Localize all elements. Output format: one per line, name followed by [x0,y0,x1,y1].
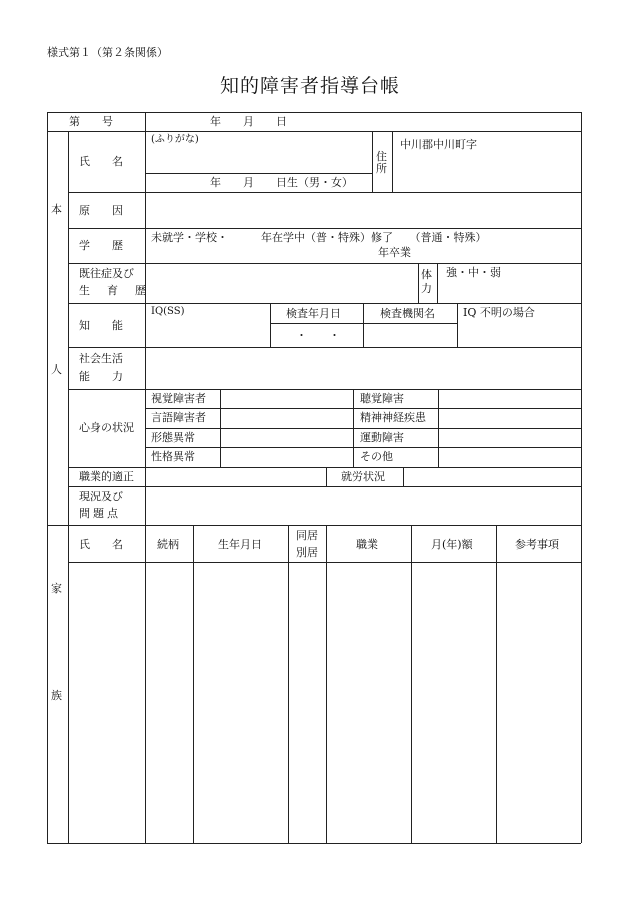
col-divider [392,131,393,192]
side-column-divider [68,131,69,843]
col-divider [437,263,438,303]
col-divider [220,389,221,467]
family-col-divider [288,525,289,843]
col-divider [270,303,271,347]
cause-label: 原 因 [79,204,123,217]
education-line-1: 未就学・学校・ 年在学中（普・特殊）修了 （普通・特殊） [151,231,487,244]
education-label: 学 歴 [79,239,123,252]
table-border-left [47,112,48,843]
current-status-label-bottom: 問題点 [79,507,121,520]
section-label-honnin-top: 本 [51,203,62,216]
family-col-birth: 生年月日 [218,538,262,551]
form-number: 様式第１（第２条関係） [47,46,168,59]
aptitude-label: 職業的適正 [79,470,134,483]
section-label-family-bottom: 族 [51,689,62,702]
family-col-relation: 続柄 [157,538,179,551]
family-col-divider [496,525,497,843]
intelligence-label: 知 能 [79,319,123,332]
social-ability-label-top: 社会生活 [79,352,123,365]
condition-label: 心身の状況 [79,421,134,434]
history-label-bottom: 生 育 歴 [79,284,149,297]
family-col-divider [411,525,412,843]
condition-other: その他 [360,450,393,463]
col-divider [372,131,373,192]
name-birth-divider [145,173,372,174]
condition-divider [145,428,581,429]
furigana-label: (ふりがな) [151,134,199,145]
family-col-name: 氏 名 [79,538,123,551]
physical-label-bottom: 力 [421,282,432,295]
col-divider [326,467,327,486]
condition-motor: 運動障害 [360,431,404,444]
family-col-cohabit-bottom: 別居 [296,546,318,559]
physical-value: 強・中・弱 [446,266,501,279]
name-label: 氏 名 [79,155,123,168]
history-label-top: 既往症及び [79,267,134,280]
exam-org-label: 検査機関名 [380,307,435,320]
col-divider [418,263,419,303]
physical-label-top: 体 [421,268,432,281]
condition-personality: 性格異常 [151,450,195,463]
condition-visual: 視覚障害者 [151,392,206,405]
family-col-cohabit-top: 同居 [296,529,318,542]
registration-date: 年 月 日 [210,115,287,128]
page-title: 知的障害者指導台帳 [220,75,401,97]
condition-speech: 言語障害者 [151,411,206,424]
address-label-top: 住 [376,150,387,163]
exam-date-label: 検査年月日 [286,307,341,320]
section-divider [47,525,581,526]
family-col-divider [145,525,146,843]
family-col-income: 月(年)額 [431,538,473,551]
family-col-job: 職業 [356,538,378,551]
row-divider [47,131,581,132]
family-col-notes: 参考事項 [515,538,559,551]
number-label: 第 号 [69,115,113,128]
table-border-bottom [47,843,581,844]
current-status-label-top: 現況及び [79,490,123,503]
condition-divider [145,408,581,409]
family-col-divider [326,525,327,843]
education-line-2: 年卒業 [378,246,411,259]
col-divider [145,112,146,131]
condition-neuro: 精神神経疾患 [360,411,426,424]
col-divider [457,303,458,347]
col-divider [403,467,404,486]
iq-label: IQ(SS) [151,306,185,317]
table-border-top [47,112,581,113]
social-ability-label-bottom: 能 力 [79,370,123,383]
address-value: 中川郡中川町字 [400,138,477,151]
col-divider [353,389,354,467]
address-label-bottom: 所 [376,162,387,175]
table-border-right [581,112,582,843]
exam-date-value: ・ ・ [296,329,340,342]
iq-unknown-label: IQ 不明の場合 [463,306,535,319]
col-divider [363,303,364,347]
condition-form: 形態異常 [151,431,195,444]
section-label-honnin-bottom: 人 [51,363,62,376]
section-label-family-top: 家 [51,582,62,595]
birth-date-line: 年 月 日生（男・女） [210,176,353,189]
family-col-divider [193,525,194,843]
condition-hearing: 聴覚障害 [360,392,404,405]
label-column-divider [145,131,146,525]
condition-divider [145,447,581,448]
employment-label: 就労状況 [341,470,385,483]
col-divider [438,389,439,467]
